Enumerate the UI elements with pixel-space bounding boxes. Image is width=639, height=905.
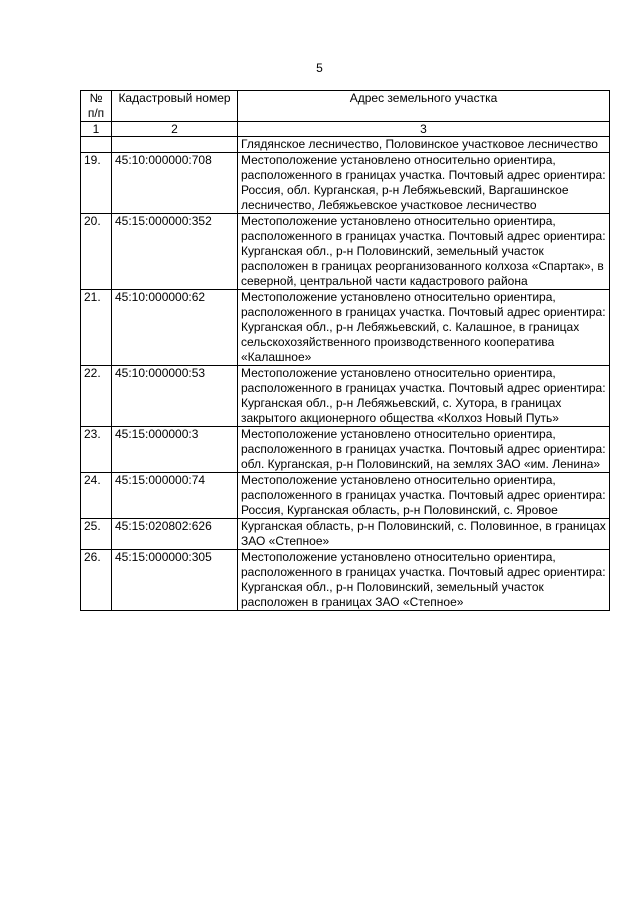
row-cadastral — [112, 137, 238, 153]
row-cadastral: 45:15:020802:626 — [112, 519, 238, 550]
table-row — [81, 137, 610, 153]
row-address: Местоположение установлено относительно ориентира, расположенного в границах участка. Почтовый адрес ориентира: Курганская обл., р-н Половинский, земельный участок расположен в границах ЗАО «Степное» — [238, 550, 610, 611]
header-num: № п/п — [81, 91, 112, 122]
row-num: 23. — [81, 427, 112, 473]
table-row — [81, 290, 610, 366]
table-row — [81, 550, 610, 611]
row-cadastral: 45:15:000000:352 — [112, 214, 238, 290]
row-num — [81, 137, 112, 153]
row-num: 20. — [81, 214, 112, 290]
row-num: 24. — [81, 473, 112, 519]
column-number: 3 — [238, 122, 610, 137]
row-num: 22. — [81, 366, 112, 427]
table-row — [81, 519, 610, 550]
row-num: 26. — [81, 550, 112, 611]
row-address: Местоположение установлено относительно ориентира, расположенного в границах участка. Почтовый адрес ориентира: Курганская обл., р-н Лебяжьевский, с. Хутора, в границах закрытого акционерного общества «Колхоз Новый Путь» — [238, 366, 610, 427]
column-number: 1 — [81, 122, 112, 137]
table-row — [81, 427, 610, 473]
header-address: Адрес земельного участка — [238, 91, 610, 122]
column-number: 2 — [112, 122, 238, 137]
row-cadastral: 45:15:000000:74 — [112, 473, 238, 519]
row-address: Глядянское лесничество, Половинское участковое лесничество — [238, 137, 610, 153]
table-row — [81, 214, 610, 290]
row-address: Местоположение установлено относительно ориентира, расположенного в границах участка. Почтовый адрес ориентира: Курганская обл., р-н Лебяжьевский, с. Калашное, в границах сельскохозяйственного производственного кооператива «Калашное» — [238, 290, 610, 366]
row-num: 25. — [81, 519, 112, 550]
table-row — [81, 153, 610, 214]
row-cadastral: 45:15:000000:305 — [112, 550, 238, 611]
row-address: Курганская область, р-н Половинский, с. Половинное, в границах ЗАО «Степное» — [238, 519, 610, 550]
row-address: Местоположение установлено относительно ориентира, расположенного в границах участка. Почтовый адрес ориентира: Россия, Курганская область, р-н Половинский, с. Яровое — [238, 473, 610, 519]
land-plots-table — [80, 90, 610, 611]
row-cadastral: 45:10:000000:62 — [112, 290, 238, 366]
table-row — [81, 473, 610, 519]
row-cadastral: 45:10:000000:708 — [112, 153, 238, 214]
column-numbers-row — [81, 122, 610, 137]
table-header-row — [81, 91, 610, 122]
row-address: Местоположение установлено относительно ориентира, расположенного в границах участка. Почтовый адрес ориентира: Россия, обл. Курганская, р-н Лебяжьевский, Варгашинское лесничество, Лебяжьевское участковое лесничество — [238, 153, 610, 214]
row-cadastral: 45:15:000000:3 — [112, 427, 238, 473]
table-row — [81, 366, 610, 427]
page-number: 5 — [316, 61, 323, 75]
row-num: 19. — [81, 153, 112, 214]
header-cadastral: Кадастровый номер — [112, 91, 238, 122]
row-address: Местоположение установлено относительно ориентира, расположенного в границах участка. Почтовый адрес ориентира: Курганская обл., р-н Половинский, земельный участок расположен в границах реорганизованного колхоза «Спартак», в северной, центральной части кадастрового района — [238, 214, 610, 290]
row-address: Местоположение установлено относительно ориентира, расположенного в границах участка. Почтовый адрес ориентира: обл. Курганская, р-н Половинский, на землях ЗАО «им. Ленина» — [238, 427, 610, 473]
row-cadastral: 45:10:000000:53 — [112, 366, 238, 427]
row-num: 21. — [81, 290, 112, 366]
